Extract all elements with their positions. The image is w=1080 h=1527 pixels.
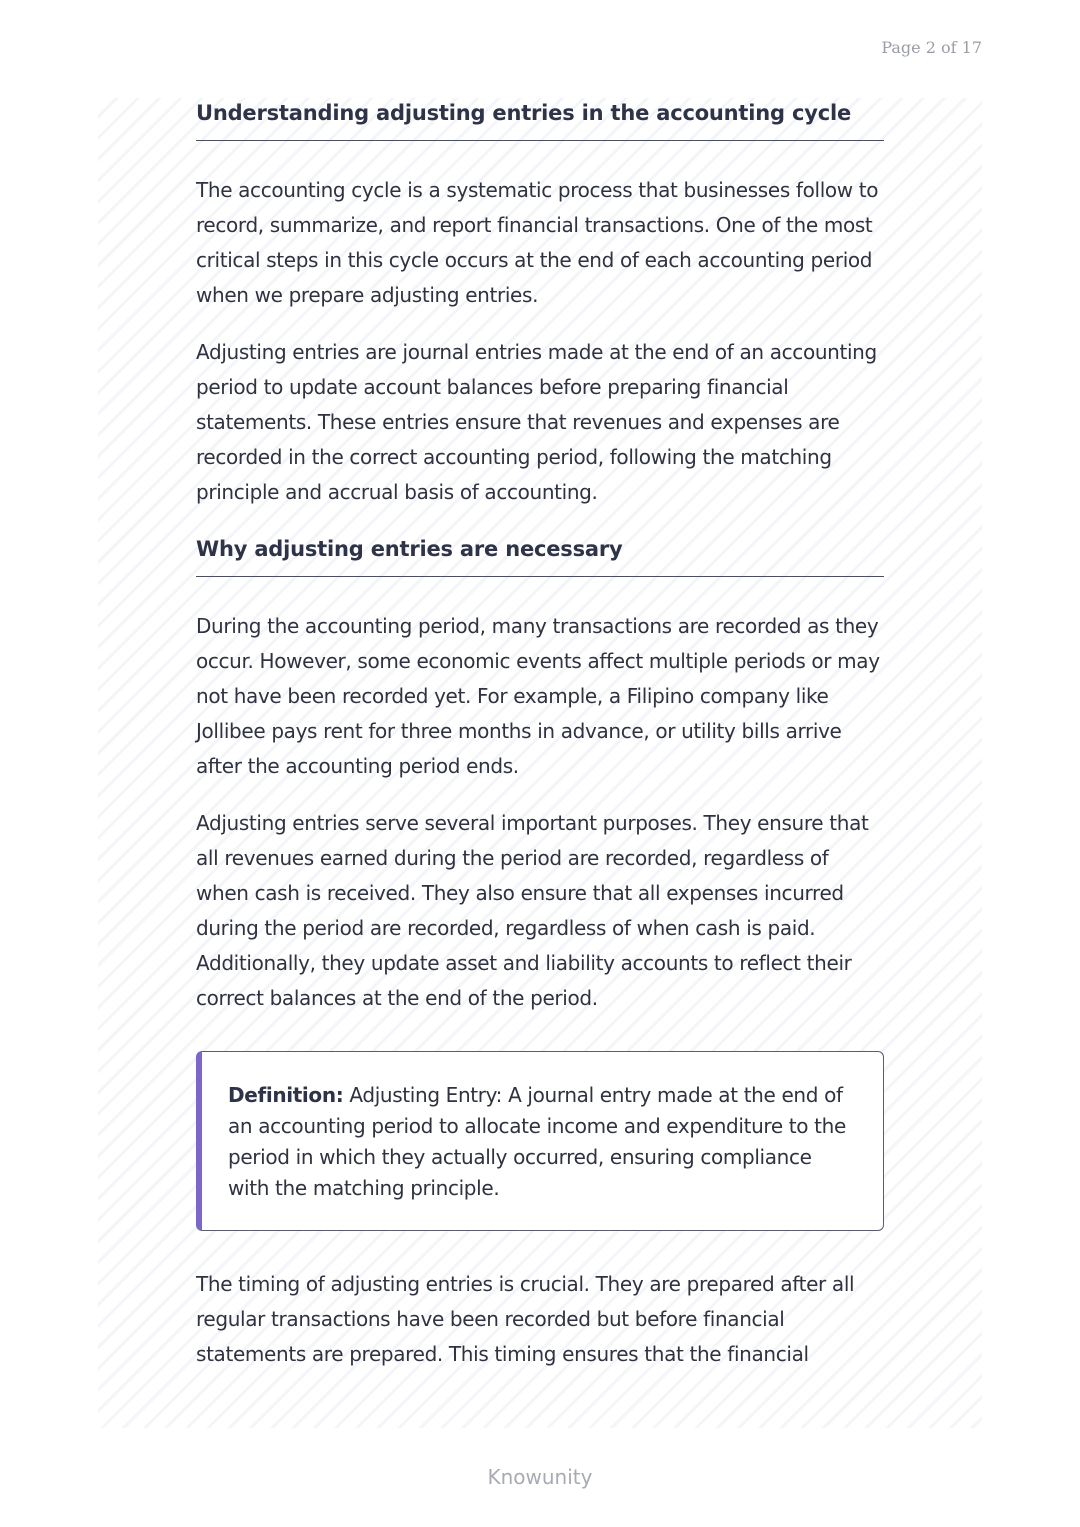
paragraph-timing: The timing of adjusting entries is crucial. They are prepared after all regular transactions have been recorded but before financial statements are prepared. This timing ensures that the financial — [196, 1272, 855, 1366]
paragraph-adjusting-entries-definition: Adjusting entries are journal entries made at the end of an accounting period to update account balances before preparing financial statements. These entries ensure that revenues and expenses are recorded in the correct accounting period, following the matching principle and accrual basis of accounting. — [196, 340, 877, 504]
document-content — [196, 96, 884, 1372]
footer-brand-knowunity: Knowunity — [487, 1465, 593, 1489]
page-counter: Page 2 of 17 — [881, 38, 982, 57]
paragraph-accounting-cycle: The accounting cycle is a systematic process that businesses follow to record, summarize, and report financial transactions. One of the most critical steps in this cycle occurs at the end of each accounting period when we prepare adjusting entries. — [196, 178, 879, 307]
definition-label: Definition: — [228, 1083, 344, 1107]
definition-text-block — [228, 1080, 853, 1204]
section-heading-why-necessary: Why adjusting entries are necessary — [196, 532, 884, 577]
paragraph-economic-events: During the accounting period, many transactions are recorded as they occur. However, some economic events affect multiple periods or may not have been recorded yet. For example, a Filipino company like Jollibee pays rent for three months in advance, or utility bills arrive after the accounting period ends. — [196, 614, 880, 778]
definition-body: Adjusting Entry: A journal entry made at the end of an accounting period to allocate income and expenditure to the period in which they actually occurred, ensuring compliance with the matching principle. — [228, 1083, 846, 1200]
definition-callout — [196, 1051, 884, 1231]
section-heading-adjusting-entries: Understanding adjusting entries in the accounting cycle — [196, 96, 884, 141]
paragraph-purposes: Adjusting entries serve several important purposes. They ensure that all revenues earned during the period are recorded, regardless of when cash is received. They also ensure that all expenses incurred during the period are recorded, regardless of when cash is paid. Additionally, they update asset and liability accounts to reflect their correct balances at the end of the period. — [196, 811, 869, 1010]
